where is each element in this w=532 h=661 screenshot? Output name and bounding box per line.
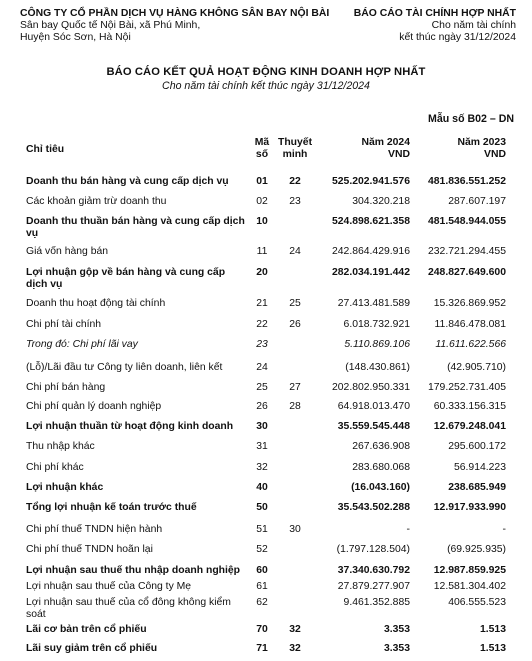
row-value-2024: 5.110.869.106 xyxy=(344,339,410,350)
company-address-line-2: Huyện Sóc Sơn, Hà Nội xyxy=(20,32,131,43)
row-code: 21 xyxy=(256,298,268,309)
row-value-2024: - xyxy=(406,524,410,535)
row-value-2024: 283.680.068 xyxy=(352,462,410,473)
row-label: Lợi nhuận sau thuế thu nhập doanh nghiệp xyxy=(26,565,241,576)
header-year-2024-line-1: Năm 2024 xyxy=(361,137,410,148)
row-note: 27 xyxy=(289,382,301,393)
header-item: Chỉ tiêu xyxy=(26,144,65,155)
row-note: 25 xyxy=(289,298,301,309)
row-value-2024: 267.636.908 xyxy=(352,441,410,452)
row-label: Chi phí thuế TNDN hiện hành xyxy=(26,524,163,535)
report-corner-line-2: kết thúc ngày 31/12/2024 xyxy=(399,32,516,43)
company-name: CÔNG TY CỔ PHẦN DỊCH VỤ HÀNG KHÔNG SÂN BAY NỘI BÀI xyxy=(20,8,330,19)
row-code: 60 xyxy=(256,565,268,576)
row-code: 10 xyxy=(256,216,268,227)
row-label: Lợi nhuận gộp về bán hàng và cung cấp dịch vụ xyxy=(26,267,226,290)
row-code: 22 xyxy=(256,319,268,330)
row-value-2024: 202.802.950.331 xyxy=(331,382,410,393)
header-year-2024-line-2: VND xyxy=(388,149,410,160)
table-header xyxy=(0,137,532,169)
header-note-line-2: minh xyxy=(282,149,308,160)
row-value-2024: 27.413.481.589 xyxy=(337,298,410,309)
row-value-2023: 238.685.949 xyxy=(448,482,506,493)
row-value-2024: (16.043.160) xyxy=(351,482,410,493)
row-label: Doanh thu thuần bán hàng và cung cấp dịch vụ xyxy=(26,216,245,239)
row-value-2023: 1.513 xyxy=(479,643,506,654)
row-value-2024: 35.543.502.288 xyxy=(337,502,410,513)
row-value-2024: 27.879.277.907 xyxy=(337,581,410,592)
row-value-2024: 3.353 xyxy=(383,643,410,654)
row-value-2023: 248.827.649.600 xyxy=(427,267,506,278)
row-label: Các khoản giảm trừ doanh thu xyxy=(26,196,167,207)
row-value-2024: 35.559.545.448 xyxy=(337,421,410,432)
row-code: 31 xyxy=(256,441,268,452)
row-label: Chi phí khác xyxy=(26,462,84,473)
row-value-2023: 481.548.944.055 xyxy=(427,216,506,227)
row-label: Lợi nhuận thuần từ hoạt động kinh doanh xyxy=(26,421,234,432)
row-note: 32 xyxy=(289,643,301,654)
row-label: Doanh thu hoạt động tài chính xyxy=(26,298,166,309)
row-value-2023: 12.581.304.402 xyxy=(433,581,506,592)
statement-subtitle: Cho năm tài chính kết thúc ngày 31/12/2024 xyxy=(162,80,370,92)
row-value-2024: 64.918.013.470 xyxy=(337,401,410,412)
row-label: Chi phí thuế TNDN hoãn lại xyxy=(26,544,153,555)
row-code: 30 xyxy=(256,421,268,432)
header-year-2023 xyxy=(418,137,506,161)
company-header xyxy=(20,8,329,44)
row-value-2023: 1.513 xyxy=(479,624,506,635)
row-value-2024: 304.320.218 xyxy=(352,196,410,207)
row-code: 70 xyxy=(256,624,268,635)
row-value-2024: 37.340.630.792 xyxy=(337,565,410,576)
row-code: 52 xyxy=(256,544,268,555)
row-note: 30 xyxy=(289,524,301,535)
row-label: Lợi nhuận khác xyxy=(26,482,104,493)
row-value-2024: 242.864.429.916 xyxy=(331,246,410,257)
row-code: 40 xyxy=(256,482,268,493)
row-value-2024: 525.202.941.576 xyxy=(331,176,410,187)
row-value-2024: 9.461.352.885 xyxy=(343,597,410,608)
row-label: Lợi nhuận sau thuế của Công ty Mẹ xyxy=(26,581,192,592)
row-label: Doanh thu bán hàng và cung cấp dịch vụ xyxy=(26,176,229,187)
header-code-line-1: Mã xyxy=(254,137,270,148)
row-code: 50 xyxy=(256,502,268,513)
row-value-2023: 11.846.478.081 xyxy=(434,319,506,330)
row-label: Chi phí bán hàng xyxy=(26,382,106,393)
row-code: 02 xyxy=(256,196,268,207)
row-value-2023: 11.611.622.566 xyxy=(435,339,506,350)
row-label: Giá vốn hàng bán xyxy=(26,246,109,257)
row-code: 51 xyxy=(256,524,268,535)
report-corner xyxy=(354,8,516,44)
row-value-2023: - xyxy=(502,524,506,535)
statement-title-block xyxy=(0,66,532,92)
row-value-2023: 12.679.248.041 xyxy=(433,421,506,432)
row-value-2024: 3.353 xyxy=(383,624,410,635)
statement-title: BÁO CÁO KẾT QUẢ HOẠT ĐỘNG KINH DOANH HỢP NHẤT xyxy=(106,66,426,78)
row-value-2023: 12.917.933.990 xyxy=(433,502,506,513)
row-code: 11 xyxy=(256,246,268,257)
row-code: 23 xyxy=(256,339,268,350)
row-value-2023: 179.252.731.405 xyxy=(427,382,506,393)
row-code: 71 xyxy=(256,643,268,654)
row-value-2023: (42.905.710) xyxy=(447,362,506,373)
row-value-2024: (1.797.128.504) xyxy=(336,544,410,555)
row-code: 20 xyxy=(256,267,268,278)
row-value-2023: 481.836.551.252 xyxy=(427,176,506,187)
row-note: 22 xyxy=(289,176,301,187)
row-value-2023: 12.987.859.925 xyxy=(433,565,506,576)
row-code: 25 xyxy=(256,382,268,393)
header-year-2024 xyxy=(300,137,410,161)
row-label: Lãi cơ bản trên cổ phiếu xyxy=(26,624,147,635)
header-code-line-2: số xyxy=(255,149,269,160)
row-value-2023: 232.721.294.455 xyxy=(427,246,506,257)
row-label: (Lỗ)/Lãi đầu tư Công ty liên doanh, liên kết xyxy=(26,362,223,373)
row-code: 61 xyxy=(256,581,268,592)
row-value-2024: (148.430.861) xyxy=(345,362,410,373)
header-year-2023-line-1: Năm 2023 xyxy=(457,137,506,148)
row-value-2024: 282.034.191.442 xyxy=(331,267,410,278)
header-note-line-1: Thuyết xyxy=(277,137,313,148)
row-label: Chi phí tài chính xyxy=(26,319,102,330)
row-label: Lợi nhuận sau thuế của cổ đông không kiểm soát xyxy=(26,597,231,620)
row-code: 26 xyxy=(256,401,268,412)
row-value-2024: 6.018.732.921 xyxy=(343,319,410,330)
row-label: Chi phí quản lý doanh nghiệp xyxy=(26,401,162,412)
report-corner-line-1: Cho năm tài chính xyxy=(431,20,516,31)
row-note: 23 xyxy=(289,196,301,207)
row-value-2023: 287.607.197 xyxy=(448,196,506,207)
report-corner-title: BÁO CÁO TÀI CHÍNH HỢP NHẤT xyxy=(353,8,516,19)
row-label: Lãi suy giảm trên cổ phiếu xyxy=(26,643,158,654)
row-label: Tổng lợi nhuận kế toán trước thuế xyxy=(26,502,197,513)
row-note: 24 xyxy=(289,246,301,257)
row-value-2023: 56.914.223 xyxy=(453,462,506,473)
header-code xyxy=(250,137,274,161)
form-number: Mẫu số B02 – DN xyxy=(428,113,514,125)
row-value-2023: (69.925.935) xyxy=(447,544,506,555)
row-code: 24 xyxy=(256,362,268,373)
row-code: 62 xyxy=(256,597,268,608)
row-value-2023: 15.326.869.952 xyxy=(433,298,506,309)
row-value-2023: 60.333.156.315 xyxy=(433,401,506,412)
row-label: Trong đó: Chi phí lãi vay xyxy=(26,339,138,350)
row-value-2024: 524.898.621.358 xyxy=(331,216,410,227)
row-label: Thu nhập khác xyxy=(26,441,95,452)
company-address-line-1: Sân bay Quốc tế Nội Bài, xã Phú Minh, xyxy=(20,20,201,31)
row-code: 01 xyxy=(256,176,268,187)
row-note: 28 xyxy=(289,401,301,412)
row-code: 32 xyxy=(256,462,268,473)
row-value-2023: 295.600.172 xyxy=(448,441,506,452)
row-note: 26 xyxy=(289,319,301,330)
row-note: 32 xyxy=(289,624,301,635)
row-value-2023: 406.555.523 xyxy=(448,597,506,608)
header-year-2023-line-2: VND xyxy=(484,149,506,160)
